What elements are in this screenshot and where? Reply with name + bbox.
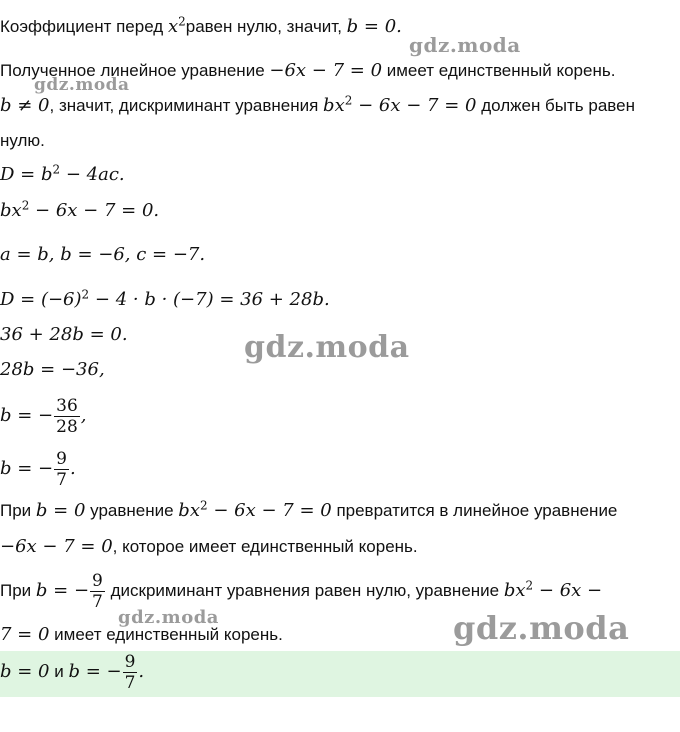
line-discriminant-value — [0, 289, 330, 311]
text: , которое имеет единственный корень. — [112, 537, 418, 556]
line-case-b-fraction-result — [0, 624, 283, 646]
text: дискриминант уравнения равен нулю, уравнение — [105, 580, 504, 600]
text: При — [0, 580, 36, 600]
text: Полученное линейное уравнение — [0, 61, 270, 80]
line-28b — [0, 359, 105, 381]
text: нулю. — [0, 131, 45, 150]
line-coefficient — [0, 16, 402, 38]
line-b-fraction-36-28 — [0, 396, 87, 437]
line-case-b-zero — [0, 500, 617, 522]
math: b = 0 — [35, 500, 86, 521]
math: 28b = −36, — [0, 359, 105, 380]
line-b-fraction-9-7 — [0, 449, 76, 490]
math: b ≠ 0 — [0, 95, 50, 116]
math: $bx^2 - 6x - 7 = 0$ — [323, 93, 477, 116]
text: должен быть равен — [476, 96, 635, 115]
line-equation — [0, 200, 159, 222]
math: , — [80, 404, 87, 426]
line-case-b-zero-result — [0, 536, 418, 558]
line-coefficients — [0, 244, 205, 266]
text: превратится в линейное уравнение — [331, 501, 618, 520]
answer-line — [0, 652, 144, 693]
watermark-top: gdz.moda — [409, 33, 521, 57]
math: 36 + 28b = 0. — [0, 324, 128, 345]
text: При — [0, 501, 36, 520]
line-discriminant-formula — [0, 164, 125, 186]
text: и — [49, 661, 69, 681]
math: 7 = 0 — [0, 624, 50, 645]
text: равен нулю, значит, — [185, 17, 347, 36]
fraction: $\frac{9}{7}$ — [124, 652, 136, 693]
math: $D = b^2 - 4ac$. — [0, 162, 125, 185]
line-case-b-fraction — [0, 571, 602, 612]
text: , значит, дискриминант уравнения — [49, 96, 324, 115]
text: имеет единственный корень. — [382, 61, 616, 80]
math: b = − — [68, 660, 122, 682]
math: b = 0. — [346, 16, 402, 37]
math: b = − — [0, 404, 54, 426]
math: $bx^2 - 6x$ − — [503, 578, 603, 601]
math: $x^2$ — [167, 14, 186, 37]
math: . — [138, 660, 145, 682]
watermark-small-left: gdz.moda — [34, 75, 130, 95]
math: a = b, b = −6, c = −7. — [0, 244, 206, 265]
watermark-bottom-right: gdz.moda — [453, 609, 630, 647]
fraction: $\frac{36}{28}$ — [56, 396, 78, 437]
line-linear-equation — [0, 60, 615, 82]
line-discriminant-condition — [0, 95, 635, 117]
math: b = − — [0, 457, 54, 479]
math: b = − — [35, 579, 90, 601]
text: имеет единственный корень. — [49, 625, 283, 644]
math: $bx^2 - 6x - 7 = 0$ — [178, 498, 332, 521]
watermark-center: gdz.moda — [244, 330, 410, 365]
fraction: $\frac{9}{7}$ — [92, 571, 103, 612]
line-eq-zero — [0, 324, 128, 346]
math: b = 0 — [0, 660, 50, 682]
math: −6x − 7 = 0 — [0, 536, 113, 557]
fraction: $\frac{9}{7}$ — [56, 449, 67, 490]
text: уравнение — [85, 501, 179, 520]
math: −6x − 7 = 0 — [269, 60, 383, 81]
text: Коэффициент перед — [0, 17, 168, 36]
math: $D = (-6)^2 - 4 \cdot b \cdot (-7) = 36 + 28b$. — [0, 287, 330, 310]
math: $bx^2 - 6x - 7 = 0$. — [0, 198, 160, 221]
line-zero — [0, 130, 45, 152]
math: . — [69, 457, 76, 479]
watermark-small-bottom: gdz.moda — [118, 607, 219, 628]
